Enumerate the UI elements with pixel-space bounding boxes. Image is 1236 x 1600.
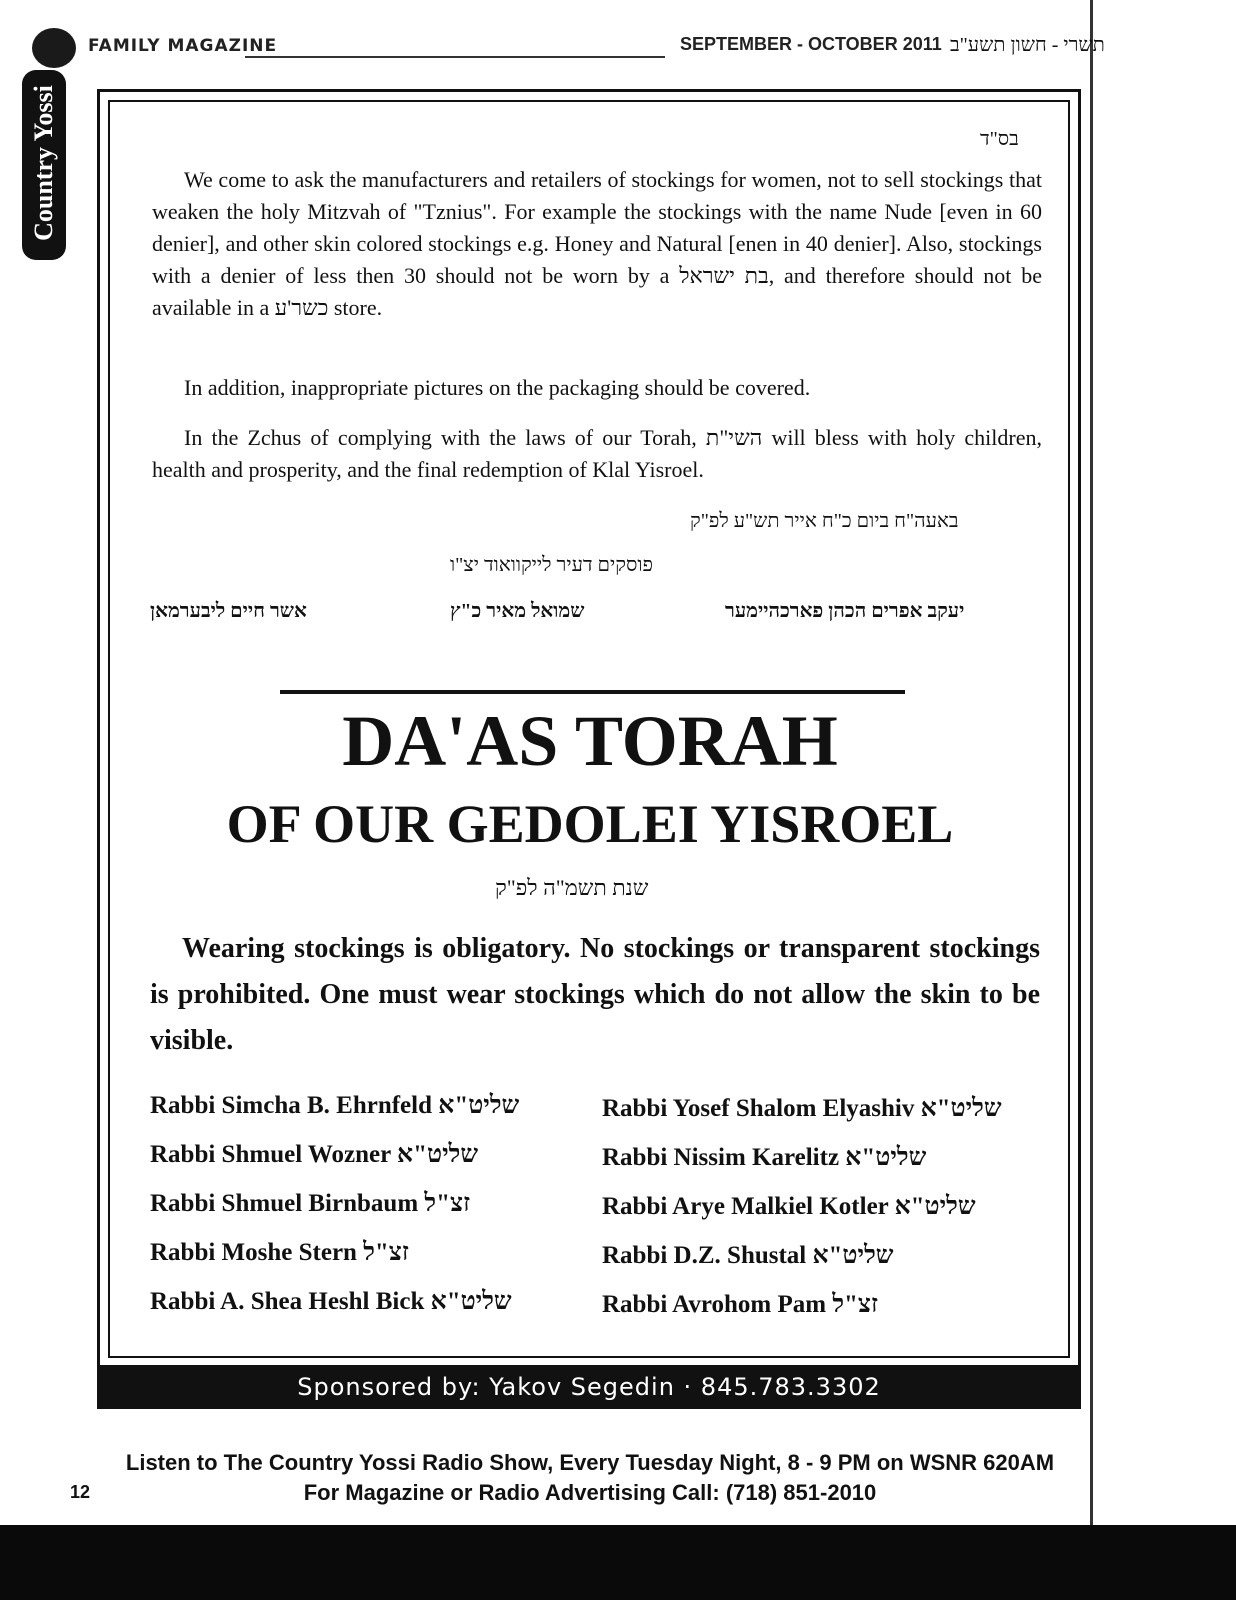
scan-bottom-edge	[0, 1525, 1236, 1600]
rabbi-right-2: Rabbi Nissim Karelitz שליט"א	[602, 1144, 927, 1171]
issue-hebrew-date: תשרי - חשון תשע"ב	[950, 34, 1105, 56]
sponsor-bar: Sponsored by: Yakov Segedin · 845.783.3302	[97, 1365, 1081, 1409]
notice-paragraph-1-text: We come to ask the manufacturers and retailers of stockings for women, not to sell stockings that weaken the holy Mitzvah of "Tznius". For example the stockings with the name Nude [even in 60 denier], and other skin colored stockings e.g. Honey and Natural [enen in 40 denier]. Also, stockings with a denier of less then 30 should not be worn by a בת ישראל, and therefore should not be available in a כשר'ע store.	[152, 167, 1042, 320]
rabbi-right-5: Rabbi Avrohom Pam זצ"ל	[602, 1291, 879, 1318]
notice-paragraph-3-text: In the Zchus of complying with the laws of our Torah, השי"ת will bless with holy children, health and prosperity, and the final redemption of Klal Yisroel.	[152, 425, 1042, 482]
rabbi-left-4: Rabbi Moshe Stern זצ"ל	[150, 1239, 409, 1266]
signature-1: יעקב אפרים הכהן פארכהיימער	[725, 600, 965, 622]
notice-paragraph-1	[152, 164, 1042, 324]
magazine-logo-icon	[32, 28, 76, 68]
statement-text: Wearing stockings is obligatory. No stockings or transparent stockings is prohibited. One must wear stockings which do not allow the skin to be visible.	[150, 933, 1040, 1056]
notice-paragraph-2	[152, 372, 1042, 404]
issue-date: SEPTEMBER - OCTOBER 2011	[680, 34, 942, 54]
vertical-brand	[22, 70, 66, 260]
footer-radio-line: Listen to The Country Yossi Radio Show, Every Tuesday Night, 8 - 9 PM on WSNR 620AM	[125, 1450, 1055, 1475]
rabbi-right-4: Rabbi D.Z. Shustal שליט"א	[602, 1242, 894, 1269]
header-divider	[245, 56, 665, 58]
signature-3: אשר חיים ליבערמאן	[150, 600, 307, 622]
poskim-line: פוסקים דעיר לייקוואוד יצ"ו	[450, 554, 653, 576]
rabbi-left-5: Rabbi A. Shea Heshl Bick שליט"א	[150, 1288, 512, 1315]
notice-paragraph-3	[152, 422, 1042, 486]
notice-paragraph-2-text: In addition, inappropriate pictures on the packaging should be covered.	[184, 375, 811, 400]
statement	[150, 926, 1040, 1064]
hebrew-year: שנת תשמ"ה לפ"ק	[495, 875, 649, 900]
magazine-title: FAMILY MAGAZINE	[88, 36, 278, 56]
rabbi-left-3: Rabbi Shmuel Birnbaum זצ"ל	[150, 1190, 471, 1217]
vertical-brand-label: Country Yossi	[29, 85, 58, 241]
section-divider	[280, 690, 905, 694]
footer-advertising-line: For Magazine or Radio Advertising Call: (718) 851-2010	[303, 1480, 877, 1505]
das-torah-subtitle: OF OUR GEDOLEI YISROEL	[226, 794, 954, 854]
page-number: 12	[70, 1482, 91, 1502]
besd-mark: בס"ד	[980, 128, 1019, 150]
rabbi-right-3: Rabbi Arye Malkiel Kotler שליט"א	[602, 1193, 976, 1220]
signature-2: שמואל מאיר כ"ץ	[450, 600, 585, 622]
rabbi-left-2: Rabbi Shmuel Wozner שליט"א	[150, 1141, 479, 1168]
rabbi-right-1: Rabbi Yosef Shalom Elyashiv שליט"א	[602, 1095, 1002, 1122]
das-torah-title: DA'AS TORAH	[342, 701, 838, 781]
rabbi-left-1: Rabbi Simcha B. Ehrnfeld שליט"א	[150, 1092, 520, 1119]
hebrew-date-line: באעה"ח ביום כ"ח אייר תש"ע לפ"ק	[690, 510, 959, 532]
